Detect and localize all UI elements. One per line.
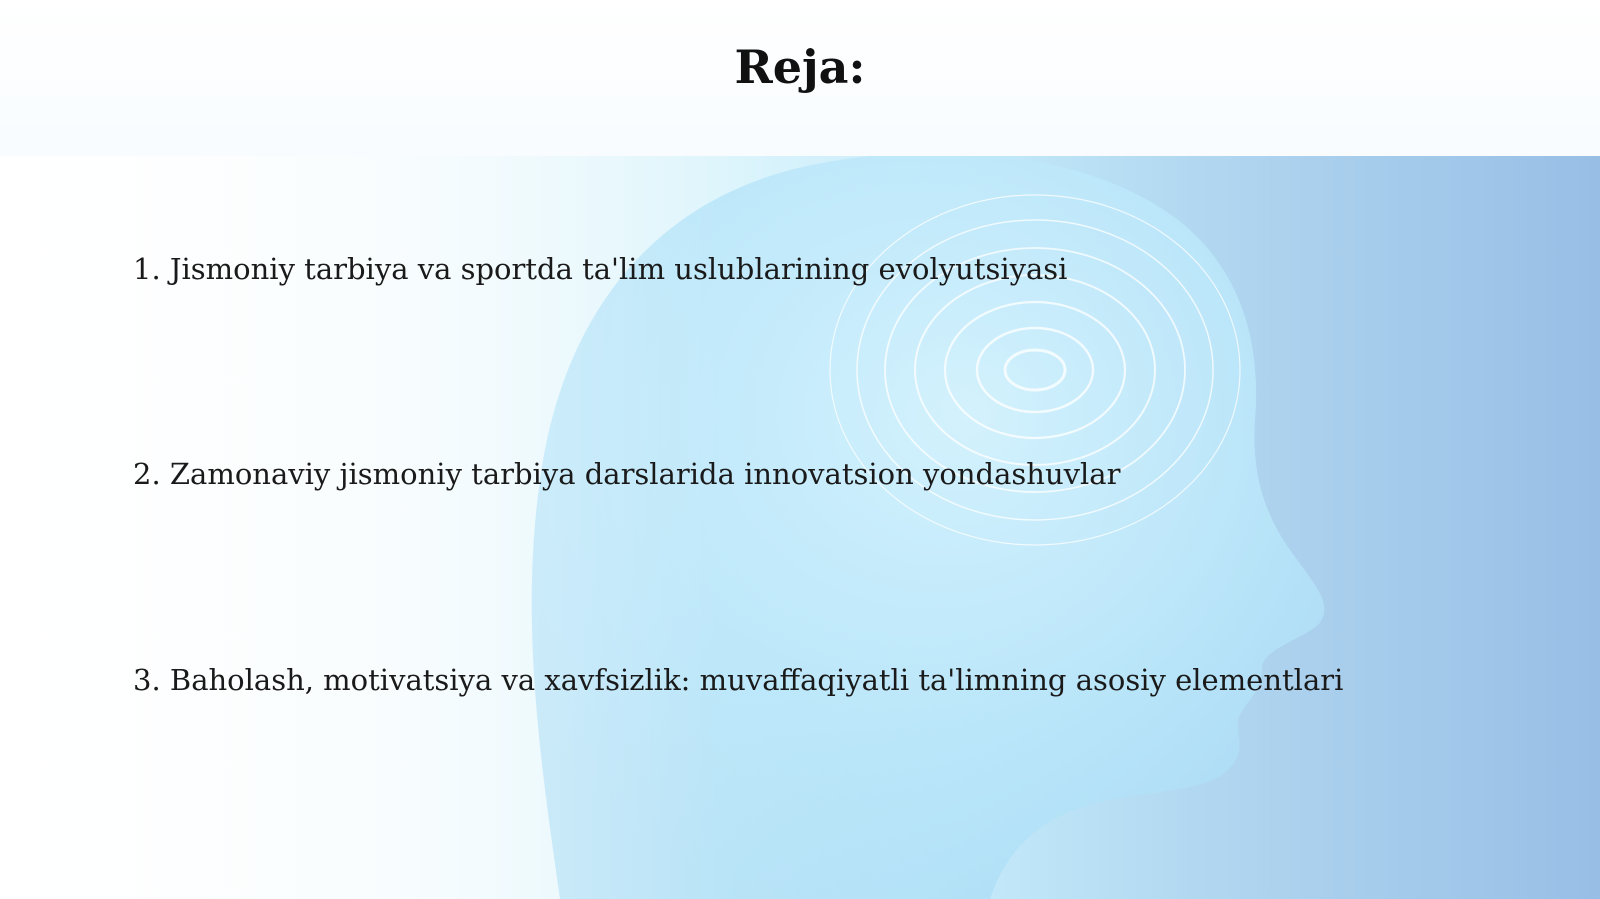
plan-item-2: 2. Zamonaviy jismoniy tarbiya darslarida innovatsion yondashuvlar: [133, 457, 1121, 491]
plan-item-1: 1. Jismoniy tarbiya va sportda ta'lim uslublarining evolyutsiyasi: [133, 252, 1068, 286]
plan-item-3: 3. Baholash, motivatsiya va xavfsizlik: muvaffaqiyatli ta'limning asosiy elementlari: [133, 663, 1344, 697]
slide-title: Reja:: [734, 40, 866, 94]
